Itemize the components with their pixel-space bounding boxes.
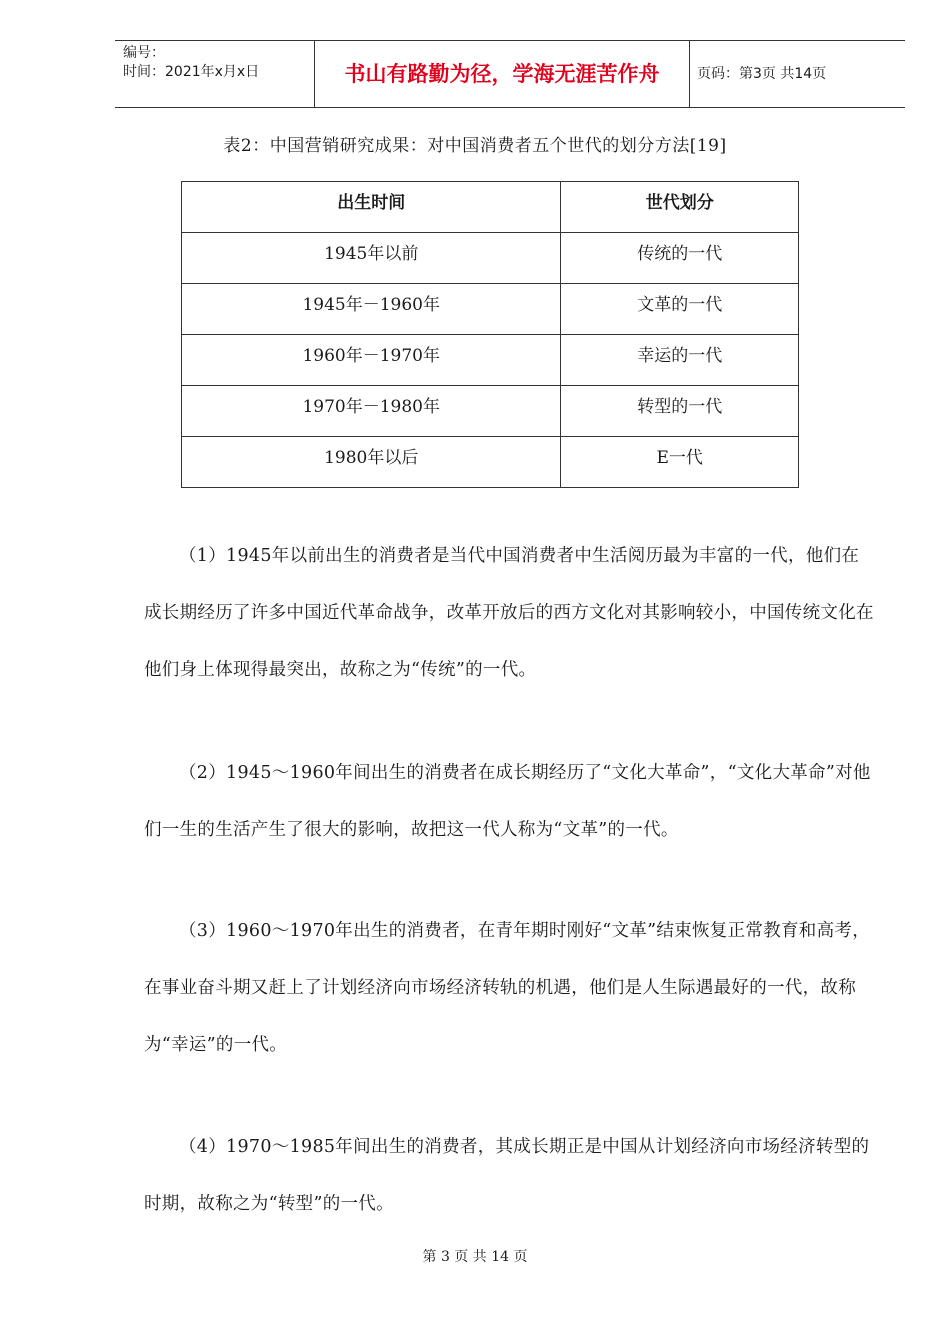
paragraph-4: （4）1970～1985年间出生的消费者，其成长期正是中国从计划经济向市场经济转型的时期，故称之为“转型”的一代。 bbox=[144, 1137, 870, 1214]
table-header-row bbox=[182, 182, 799, 233]
table-cell: 幸运的一代 bbox=[561, 335, 799, 386]
table-cell: 1945年－1960年 bbox=[182, 284, 561, 335]
header-motto: 书山有路勤为径，学海无涯苦作舟 bbox=[315, 41, 690, 107]
table-cell: E一代 bbox=[561, 437, 799, 488]
table-caption: 表2：中国营销研究成果：对中国消费者五个世代的划分方法[19] bbox=[223, 136, 727, 156]
column-header-generation: 世代划分 bbox=[561, 182, 799, 233]
table-row bbox=[182, 386, 799, 437]
page-footer: 第 3 页 共 14 页 bbox=[422, 1249, 528, 1265]
table-cell: 1980年以后 bbox=[182, 437, 561, 488]
table-row bbox=[182, 335, 799, 386]
table-cell: 转型的一代 bbox=[561, 386, 799, 437]
table-cell: 传统的一代 bbox=[561, 233, 799, 284]
table-row bbox=[182, 284, 799, 335]
number-label: 编号： bbox=[123, 45, 165, 61]
paragraph-3: （3）1960～1970年出生的消费者，在青年期时刚好“文革”结束恢复正常教育和高考，在事业奋斗期又赶上了计划经济向市场经济转轨的机遇，他们是人生际遇最好的一代，故称为“幸运”的一代。 bbox=[144, 921, 870, 1055]
generation-table bbox=[181, 181, 799, 488]
table-cell: 1945年以前 bbox=[182, 233, 561, 284]
table-cell: 1970年－1980年 bbox=[182, 386, 561, 437]
table-row bbox=[182, 437, 799, 488]
page-header bbox=[115, 40, 905, 108]
time-label: 时间：2021年x月x日 bbox=[123, 64, 260, 80]
paragraph-2: （2）1945～1960年间出生的消费者在成长期经历了“文化大革命”，“文化大革命”对他们一生的生活产生了很大的影响，故把这一代人称为“文革”的一代。 bbox=[144, 763, 871, 840]
paragraph-1: （1）1945年以前出生的消费者是当代中国消费者中生活阅历最为丰富的一代，他们在成长期经历了许多中国近代革命战争，改革开放后的西方文化对其影响较小，中国传统文化在他们身上体现得最突出，故称之为“传统”的一代。 bbox=[144, 546, 874, 680]
table-row bbox=[182, 233, 799, 284]
column-header-birth-time: 出生时间 bbox=[182, 182, 561, 233]
header-meta bbox=[115, 41, 315, 107]
table-cell: 1960年－1970年 bbox=[182, 335, 561, 386]
header-page-info: 页码：第3页 共14页 bbox=[697, 66, 827, 82]
table-cell: 文革的一代 bbox=[561, 284, 799, 335]
